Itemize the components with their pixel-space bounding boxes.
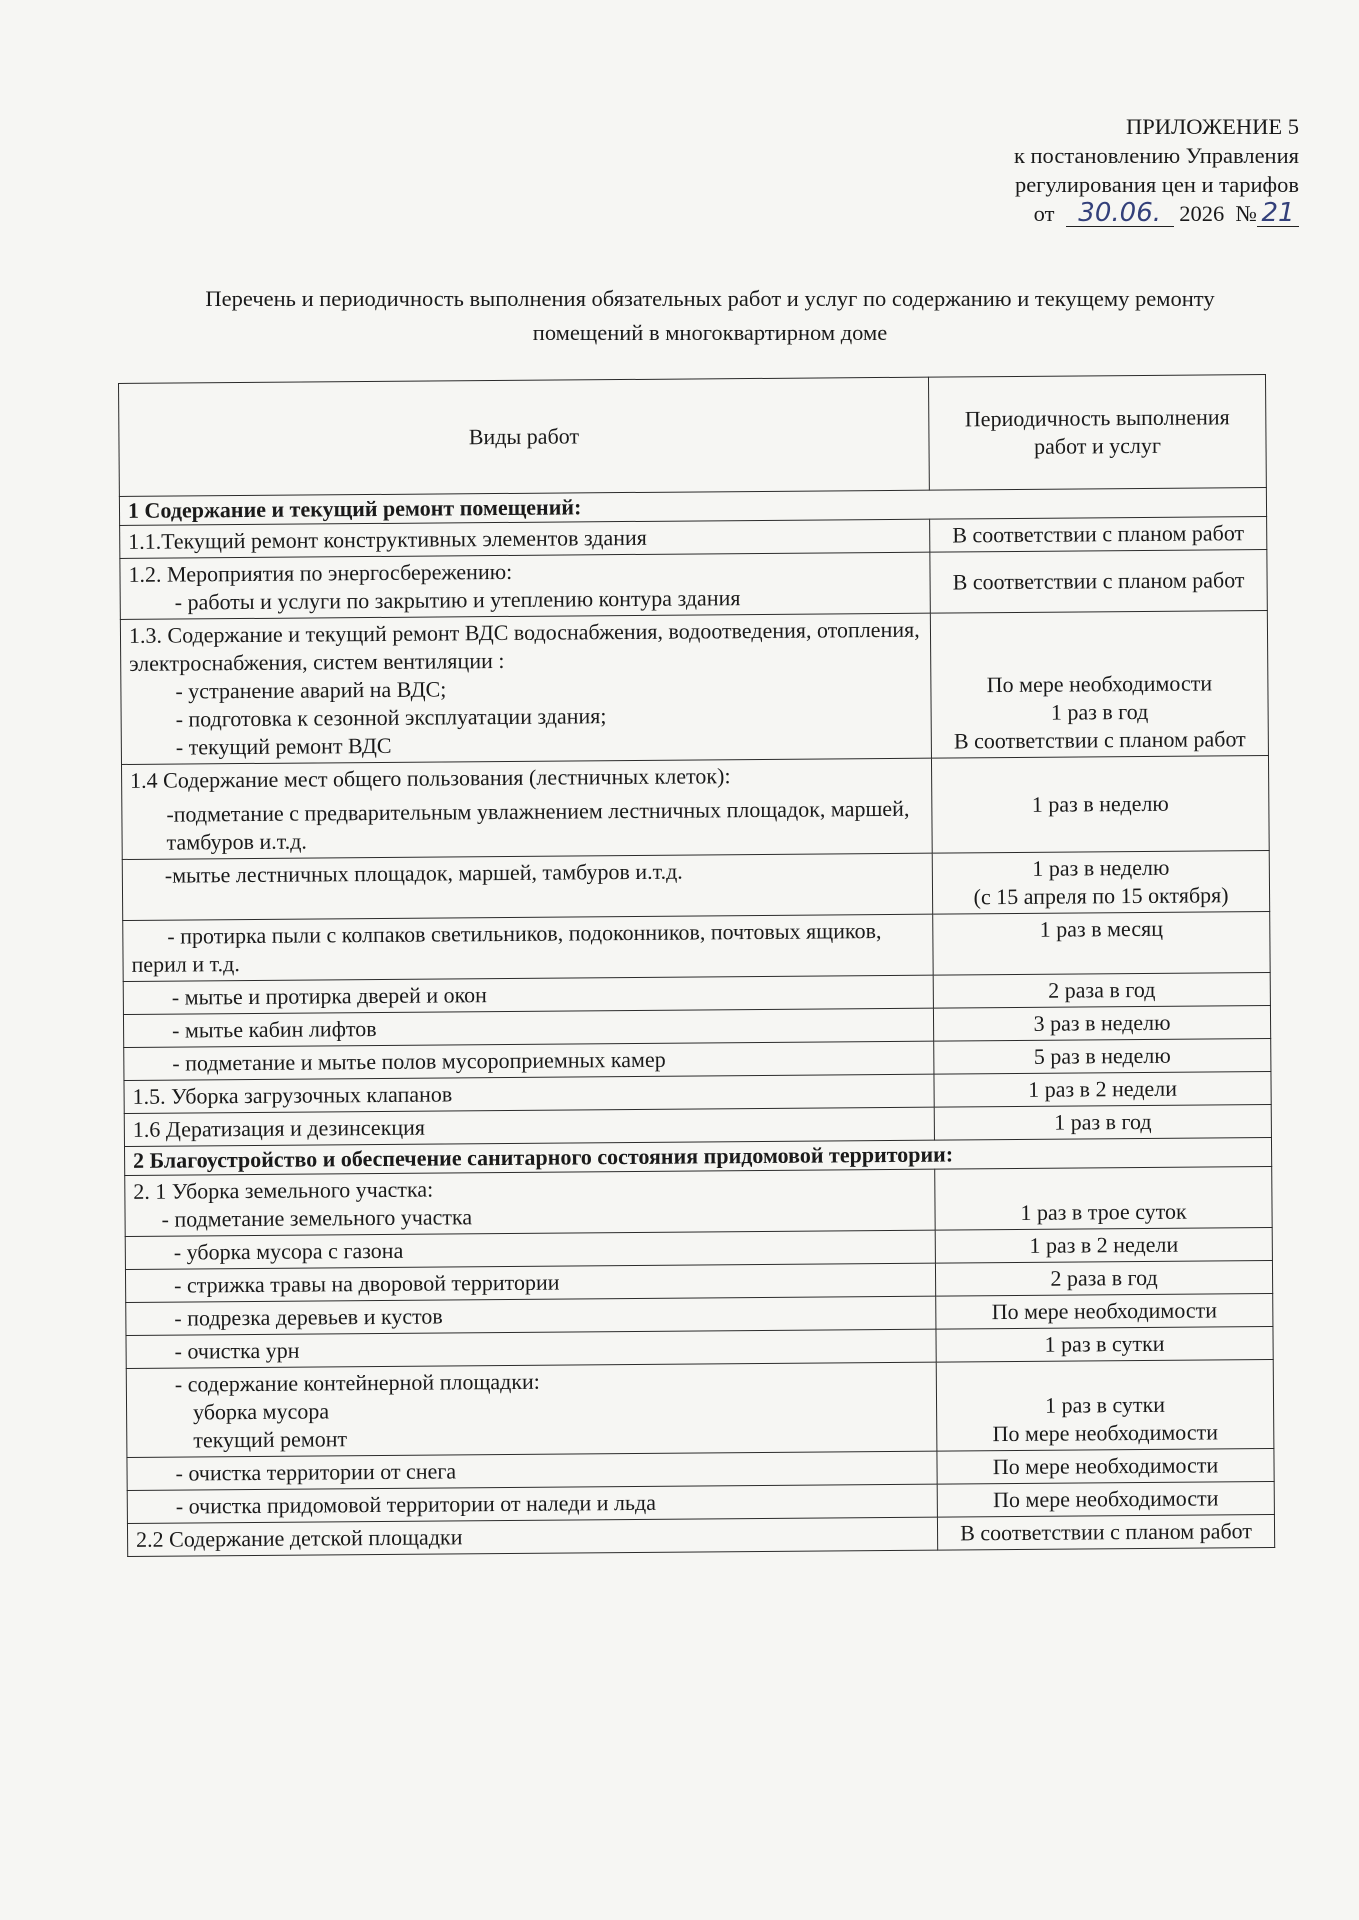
row-1-4-wash-period-b: (с 15 апреля по 15 октября) xyxy=(973,882,1229,910)
row-1-5-period: 1 раз в 2 недели xyxy=(934,1071,1271,1107)
row-1-3-period-3: В соответствии с планом работ xyxy=(953,726,1246,754)
row-2-1-urns-period: 1 раз в сутки xyxy=(936,1326,1273,1362)
row-1-4-lifts-period: 3 раз в неделю xyxy=(933,1005,1270,1041)
row-2-1-container-period-a: 1 раз в сутки xyxy=(1045,1391,1166,1418)
row-2-1-container-period-b: По мере необходимости xyxy=(992,1419,1219,1447)
document-title-line-1: Перечень и периодичность выполнения обязательных работ и услуг по содержанию и текущему ремонту xyxy=(205,286,1215,311)
table-row xyxy=(120,610,1268,764)
row-1-4-work xyxy=(121,758,932,859)
row-1-4-wash: -мытье лестничных площадок, маршей, тамбуров и.т.д. xyxy=(122,853,932,920)
row-1-1-work: 1.1.Текущий ремонт конструктивных элементов здания xyxy=(120,519,930,558)
row-1-4-dust xyxy=(123,914,933,981)
row-2-1-ice: - очистка придомовой территории от наледи и льда xyxy=(127,1484,937,1523)
row-1-2-period: В соответствии с планом работ xyxy=(930,549,1267,613)
row-1-4-lifts: - мытье кабин лифтов xyxy=(123,1008,933,1047)
row-1-3-period-2: 1 раз в год xyxy=(1050,698,1149,725)
appendix-date-line xyxy=(1014,199,1299,228)
table-header-row xyxy=(119,374,1267,496)
row-2-2-period: В соответствии с планом работ xyxy=(937,1514,1274,1550)
number-prefix: № xyxy=(1235,201,1257,226)
row-2-1-ice-period: По мере необходимости xyxy=(937,1481,1274,1517)
row-1-1-period: В соответствии с планом работ xyxy=(930,516,1267,552)
row-1-3-period-1: По мере необходимости xyxy=(986,670,1213,698)
table-row xyxy=(126,1359,1274,1457)
row-1-3-item: - устранение аварий на ВДС; xyxy=(175,676,447,704)
appendix-title: ПРИЛОЖЕНИЕ 5 xyxy=(1126,114,1299,139)
row-2-1-grass: - стрижка травы на дворовой территории xyxy=(125,1263,935,1302)
row-1-6-work: 1.6 Дератизация и дезинсекция xyxy=(124,1107,934,1146)
row-1-4-doors: - мытье и протирка дверей и окон xyxy=(123,975,933,1014)
header-periodicity: Периодичность выполнения работ и услуг xyxy=(928,374,1266,490)
row-2-1-container-period xyxy=(936,1359,1274,1451)
row-1-4-wash-period xyxy=(932,850,1269,914)
row-2-1-container-heading: - содержание контейнерной площадки: xyxy=(174,1368,540,1397)
date-prefix: от xyxy=(1033,201,1055,226)
date-year: 2026 xyxy=(1179,201,1225,226)
row-2-1-sweep-period: 1 раз в трое суток xyxy=(935,1166,1272,1230)
row-1-5-work: 1.5. Уборка загрузочных клапанов xyxy=(124,1074,934,1113)
table-row xyxy=(125,1166,1272,1236)
row-2-1-container-a: уборка мусора xyxy=(192,1398,330,1425)
table-row xyxy=(120,549,1267,619)
row-1-4-chambers: - подметание и мытье полов мусороприемных камер xyxy=(124,1041,934,1080)
row-2-1-heading: 2. 1 Уборка земельного участка: xyxy=(133,1176,434,1204)
row-1-4-sweep: -подметание с предварительным увлажнением лестничных площадок, маршей, тамбуров и.т.д. xyxy=(166,795,910,855)
row-1-3-item: - подготовка к сезонной эксплуатации здания; xyxy=(175,703,607,732)
row-2-1-container xyxy=(126,1362,937,1457)
document-title-line-2: помещений в многоквартирном доме xyxy=(532,320,888,345)
row-2-1-trees-period: По мере необходимости xyxy=(936,1293,1273,1329)
row-2-1-grass-period: 2 раза в год xyxy=(935,1260,1272,1296)
row-1-4-wash-period-a: 1 раз в неделю xyxy=(1032,854,1170,881)
row-1-4-sweep-period: 1 раз в неделю xyxy=(931,755,1269,853)
works-table xyxy=(118,374,1275,1557)
row-1-3-item: - текущий ремонт ВДС xyxy=(175,732,392,760)
row-1-3-work xyxy=(120,613,931,764)
date-blank xyxy=(1066,198,1174,228)
table-row xyxy=(122,850,1269,920)
header-work-types: Виды работ xyxy=(119,377,930,496)
row-2-1-container-b: текущий ремонт xyxy=(193,1426,348,1453)
row-2-1-lawn: - уборка мусора с газона xyxy=(125,1230,935,1269)
number-blank xyxy=(1257,198,1299,228)
row-1-4-heading: 1.4 Содержание мест общего пользования (лестничных клеток): xyxy=(130,763,731,793)
row-2-1-work xyxy=(125,1169,935,1236)
row-1-4-dust-text: - протирка пыли с колпаков светильников, подоконников, почтовых ящиков, перил и т.д. xyxy=(131,918,882,977)
row-2-1-trees: - подрезка деревьев и кустов xyxy=(126,1296,936,1335)
appendix-line-2: к постановлению Управления xyxy=(1013,143,1299,168)
row-2-2-work: 2.2 Содержание детской площадки xyxy=(127,1517,937,1556)
row-1-4-dust-period: 1 раз в месяц xyxy=(933,911,1270,975)
row-2-1-snow: - очистка территории от снега xyxy=(127,1451,937,1490)
table-row xyxy=(121,755,1269,859)
row-2-1-lawn-period: 1 раз в 2 недели xyxy=(935,1227,1272,1263)
appendix-line-3: регулирования цен и тарифов xyxy=(1014,172,1299,197)
section-1-title: 1 Содержание и текущий ремонт помещений: xyxy=(119,487,1266,525)
row-2-1-sweep: - подметание земельного участка xyxy=(161,1204,473,1232)
row-1-2-work xyxy=(120,552,930,619)
row-1-6-period: 1 раз в год xyxy=(934,1104,1271,1140)
row-2-1-snow-period: По мере необходимости xyxy=(937,1448,1274,1484)
row-1-3-period xyxy=(930,610,1268,758)
handwritten-date: 30.06. xyxy=(1078,198,1161,228)
row-2-1-urns: - очистка урн xyxy=(126,1329,936,1368)
row-1-2-heading: 1.2. Мероприятия по энергосбережению: xyxy=(128,558,513,587)
row-1-4-doors-period: 2 раза в год xyxy=(933,972,1270,1008)
row-1-3-heading: 1.3. Содержание и текущий ремонт ВДС водоснабжения, водоотведения, отопления, электроснабжения, систем вентиляции : xyxy=(128,616,920,676)
section-2-title: 2 Благоустройство и обеспечение санитарного состояния придомовой территории: xyxy=(124,1137,1271,1175)
appendix-header xyxy=(1014,112,1299,228)
row-1-2-item: - работы и услуги по закрытию и утеплению контура здания xyxy=(174,585,741,615)
document-title xyxy=(125,282,1295,350)
table-row xyxy=(123,911,1270,981)
row-1-4-chambers-period: 5 раз в неделю xyxy=(934,1038,1271,1074)
handwritten-number: 21 xyxy=(1261,198,1295,228)
